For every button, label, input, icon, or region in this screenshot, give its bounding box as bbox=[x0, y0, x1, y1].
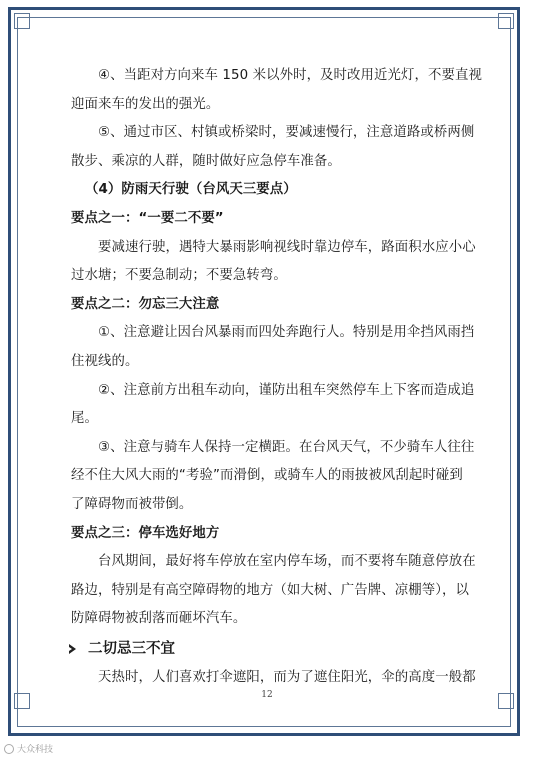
page-number: 12 bbox=[261, 690, 273, 700]
paragraph-line: ⑤、通过市区、村镇或桥梁时，要减速慢行，注意道路或桥两侧 bbox=[98, 125, 475, 141]
paragraph-line: 天热时，人们喜欢打伞遮阳，而为了遮住阳光，伞的高度一般都 bbox=[98, 669, 476, 685]
paragraph-line: ②、注意前方出租车动向，谨防出租车突然停车上下客而造成追 bbox=[98, 382, 475, 398]
point-two-title: 要点之二：勿忘三大注意 bbox=[71, 296, 220, 312]
point-three-title: 要点之三：停车选好地方 bbox=[71, 525, 220, 541]
paragraph-line: 要减速行驶，遇特大暴雨影响视线时靠边停车，路面积水应小心 bbox=[98, 239, 476, 255]
paragraph-line: 散步、乘凉的人群，随时做好应急停车准备。 bbox=[71, 153, 341, 169]
section-two-title: 二切忌三不宜 bbox=[88, 640, 175, 657]
watermark-text: 大众科技 bbox=[17, 745, 54, 755]
document-body bbox=[71, 62, 482, 692]
paragraph-line: 台风期间，最好将车停放在室内停车场，而不要将车随意停放在 bbox=[98, 554, 476, 570]
paragraph-line: 尾。 bbox=[71, 411, 98, 427]
watermark bbox=[4, 742, 53, 755]
paragraph-line: 迎面来车的发出的强光。 bbox=[71, 96, 220, 112]
arrow-bullet-icon bbox=[69, 644, 76, 654]
paragraph-line: 经不住大风大雨的“考验”而滑倒，或骑车人的雨披被风刮起时碰到 bbox=[71, 468, 463, 484]
paragraph-line: ③、注意与骑车人保持一定横距。在台风天气，不少骑车人往往 bbox=[98, 439, 475, 455]
paragraph-line: 了障碍物而被带倒。 bbox=[71, 496, 193, 512]
paragraph-line: 路边，特别是有高空障碍物的地方（如大树、广告牌、凉棚等），以 bbox=[71, 582, 470, 598]
paragraph-line: 住视线的。 bbox=[71, 353, 139, 369]
point-one-title: 要点之一：“一要二不要” bbox=[71, 210, 224, 226]
section-two-heading bbox=[69, 634, 464, 664]
paragraph-line: 过水塘；不要急制动；不要急转弯。 bbox=[71, 268, 287, 284]
rain-driving-heading: （4）防雨天行驶（台风天三要点） bbox=[85, 182, 297, 198]
watermark-logo-icon bbox=[4, 744, 14, 754]
paragraph-line: 防障碍物被刮落而砸坏汽车。 bbox=[71, 611, 247, 627]
paragraph-line: ④、当距对方向来车 150 米以外时，及时改用近光灯，不要直视 bbox=[98, 68, 482, 83]
paragraph-line: ①、注意避让因台风暴雨而四处奔跑行人。特别是用伞挡风雨挡 bbox=[98, 325, 475, 341]
